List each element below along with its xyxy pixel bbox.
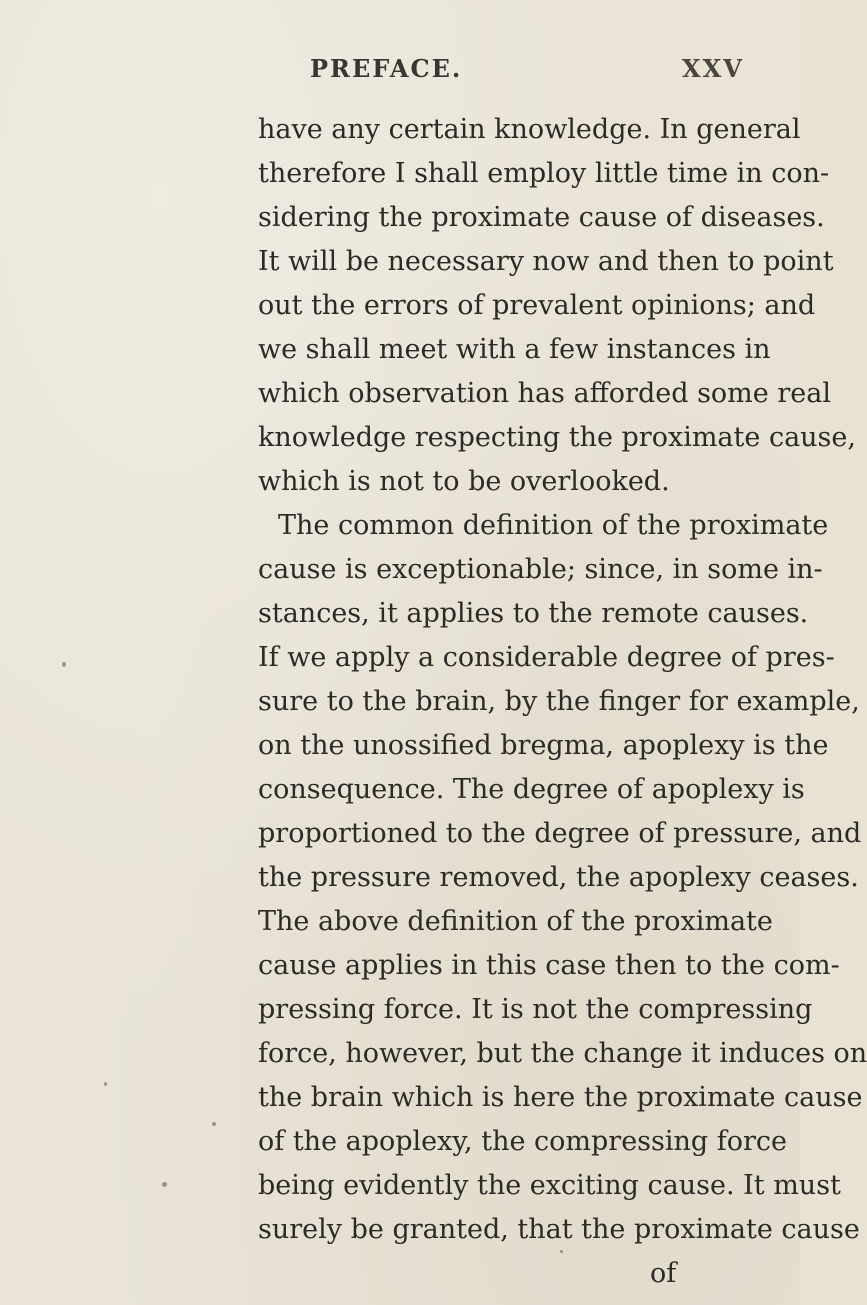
text-line-21: pressing force. It is not the compressing	[258, 994, 813, 1025]
text-line-13: If we apply a considerable degree of pres-	[258, 642, 835, 673]
text-line-24: of the apoplexy, the compressing force	[258, 1126, 788, 1157]
running-head	[0, 54, 800, 94]
paper-speck	[212, 1122, 216, 1126]
running-title: PREFACE.	[310, 54, 463, 83]
page-number: XXV	[682, 54, 744, 83]
text-line-7: which observation has afforded some real	[258, 378, 831, 409]
catchword: of	[650, 1258, 677, 1289]
text-line-8: knowledge respecting the proximate cause,	[258, 422, 856, 453]
text-line-25: being evidently the exciting cause. It must	[258, 1170, 841, 1201]
paper-speck	[104, 1082, 107, 1086]
text-line-1: have any certain knowledge. In general	[258, 114, 801, 145]
text-line-9: which is not to be overlooked.	[258, 466, 670, 497]
text-line-11: cause is exceptionable; since, in some in-	[258, 554, 823, 585]
text-line-2: therefore I shall employ little time in con-	[258, 158, 830, 189]
text-line-10: The common definition of the proximate	[278, 510, 829, 541]
text-line-12: stances, it applies to the remote causes.	[258, 598, 809, 629]
text-line-23: the brain which is here the proximate cause	[258, 1082, 863, 1113]
paper-speck	[560, 1250, 563, 1253]
text-line-6: we shall meet with a few instances in	[258, 334, 771, 365]
paper-speck	[62, 662, 66, 667]
text-line-26: surely be granted, that the proximate cause	[258, 1214, 860, 1245]
text-line-22: force, however, but the change it induces on	[258, 1038, 867, 1069]
text-line-3: sidering the proximate cause of diseases.	[258, 202, 825, 233]
text-line-14: sure to the brain, by the finger for example,	[258, 686, 860, 717]
paper-speck	[162, 1182, 167, 1187]
text-line-16: consequence. The degree of apoplexy is	[258, 774, 805, 805]
text-line-4: It will be necessary now and then to point	[258, 246, 834, 277]
text-line-18: the pressure removed, the apoplexy ceases.	[258, 862, 859, 893]
text-line-19: The above definition of the proximate	[258, 906, 773, 937]
text-line-17: proportioned to the degree of pressure, and	[258, 818, 862, 849]
text-line-5: out the errors of prevalent opinions; and	[258, 290, 816, 321]
text-line-15: on the unossified bregma, apoplexy is the	[258, 730, 829, 761]
text-line-20: cause applies in this case then to the com-	[258, 950, 840, 981]
